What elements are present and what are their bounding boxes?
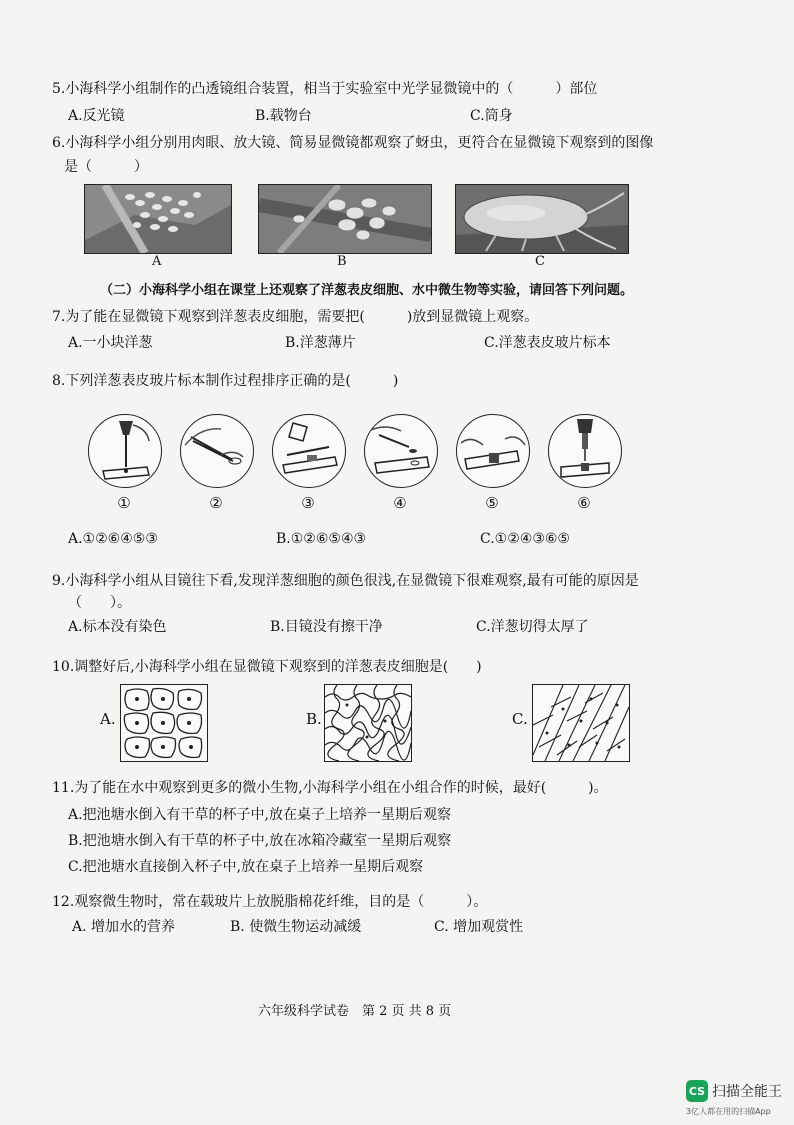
cells-wavy-epidermis-icon bbox=[324, 684, 412, 762]
q6-stem-line2: 是（ ） bbox=[64, 159, 148, 175]
q5-stem: 5.小海科学小组制作的凸透镜组合装置，相当于实验室中光学显微镜中的（ ）部位 bbox=[52, 81, 598, 97]
q9-stem-line1: 9.小海科学小组从目镜往下看,发现洋葱细胞的颜色很浅,在显微镜下很难观察,最有可能的原因是 bbox=[52, 573, 639, 589]
q12-option-b: B. 使微生物运动减缓 bbox=[230, 919, 362, 935]
aphid-cluster-photo bbox=[84, 184, 232, 254]
q6-label-b: B bbox=[337, 254, 347, 269]
q12-option-c: C. 增加观赏性 bbox=[434, 919, 524, 935]
step-5-absorb-paper-icon bbox=[456, 414, 530, 488]
q12-stem: 12.观察微生物时，常在载玻片上放脱脂棉花纤维，目的是（ ）。 bbox=[52, 894, 488, 910]
q9-stem-line2: （ ）。 bbox=[68, 595, 131, 611]
q6-stem-line1: 6.小海科学小组分别用肉眼、放大镜、简易显微镜都观察了蚜虫，更符合在显微镜下观察到的图像 bbox=[52, 135, 654, 151]
camscanner-logo-icon: CS bbox=[686, 1080, 708, 1102]
q10-label-b: B. bbox=[306, 710, 322, 728]
step-2-tweezers-icon bbox=[180, 414, 254, 488]
q9-option-a: A.标本没有染色 bbox=[68, 619, 167, 635]
q9-option-c: C.洋葱切得太厚了 bbox=[476, 619, 589, 635]
q6-label-c: C bbox=[535, 254, 545, 269]
aphid-magnified-photo bbox=[258, 184, 432, 254]
q7-stem: 7.为了能在显微镜下观察到洋葱表皮细胞，需要把( )放到显微镜上观察。 bbox=[52, 309, 539, 325]
scanner-watermark bbox=[686, 1080, 782, 1102]
q10-label-c: C. bbox=[512, 710, 528, 728]
q5-option-b: B.载物台 bbox=[255, 108, 312, 124]
q7-option-a: A.一小块洋葱 bbox=[68, 335, 153, 351]
q10-label-a: A. bbox=[100, 710, 116, 728]
step-3-label: ③ bbox=[301, 494, 315, 512]
q11-option-a: A.把池塘水倒入有干草的杯子中,放在桌子上培养一星期后观察 bbox=[68, 807, 452, 823]
cells-rounded-nucleus-icon bbox=[120, 684, 208, 762]
q7-option-b: B.洋葱薄片 bbox=[285, 335, 356, 351]
q10-stem: 10.调整好后,小海科学小组在显微镜下观察到的洋葱表皮细胞是( ) bbox=[52, 659, 482, 675]
step-2-label: ② bbox=[209, 494, 223, 512]
step-1-label: ① bbox=[117, 494, 131, 512]
step-3-coverslip-icon bbox=[272, 414, 346, 488]
q12-option-a: A. 增加水的营养 bbox=[72, 919, 176, 935]
q11-stem: 11.为了能在水中观察到更多的微小生物,小海科学小组在小组合作的时候，最好( )。 bbox=[52, 780, 608, 796]
step-6-stain-dropper-icon bbox=[548, 414, 622, 488]
q5-option-a: A.反光镜 bbox=[68, 108, 125, 124]
q8-option-a: A.①②⑥④⑤③ bbox=[68, 531, 158, 547]
cells-elongated-onion-icon bbox=[532, 684, 630, 762]
q8-stem: 8.下列洋葱表皮玻片标本制作过程排序正确的是( ) bbox=[52, 373, 399, 389]
q5-option-c: C.筒身 bbox=[470, 108, 513, 124]
watermark-subtitle: 3亿人都在用的扫描App bbox=[686, 1107, 771, 1116]
aphid-microscope-photo bbox=[455, 184, 629, 254]
q8-option-b: B.①②⑥⑤④③ bbox=[276, 531, 367, 547]
step-4-label: ④ bbox=[393, 494, 407, 512]
watermark-brand: 扫描全能王 bbox=[712, 1084, 782, 1100]
section-2-intro: （二）小海科学小组在课堂上还观察了洋葱表皮细胞、水中微生物等实验，请回答下列问题。 bbox=[100, 283, 634, 298]
q9-option-b: B.目镜没有擦干净 bbox=[270, 619, 383, 635]
q6-label-a: A bbox=[152, 254, 162, 269]
q11-option-b: B.把池塘水倒入有干草的杯子中,放在冰箱冷藏室一星期后观察 bbox=[68, 833, 452, 849]
q8-option-c: C.①②④③⑥⑤ bbox=[480, 531, 570, 547]
q11-option-c: C.把池塘水直接倒入杯子中,放在桌子上培养一星期后观察 bbox=[68, 859, 424, 875]
step-4-needle-icon bbox=[364, 414, 438, 488]
page-footer: 六年级科学试卷 第 2 页 共 8 页 bbox=[258, 1004, 452, 1019]
step-5-label: ⑤ bbox=[485, 494, 499, 512]
q7-option-c: C.洋葱表皮玻片标本 bbox=[484, 335, 611, 351]
step-6-label: ⑥ bbox=[577, 494, 591, 512]
step-1-dropper-icon bbox=[88, 414, 162, 488]
